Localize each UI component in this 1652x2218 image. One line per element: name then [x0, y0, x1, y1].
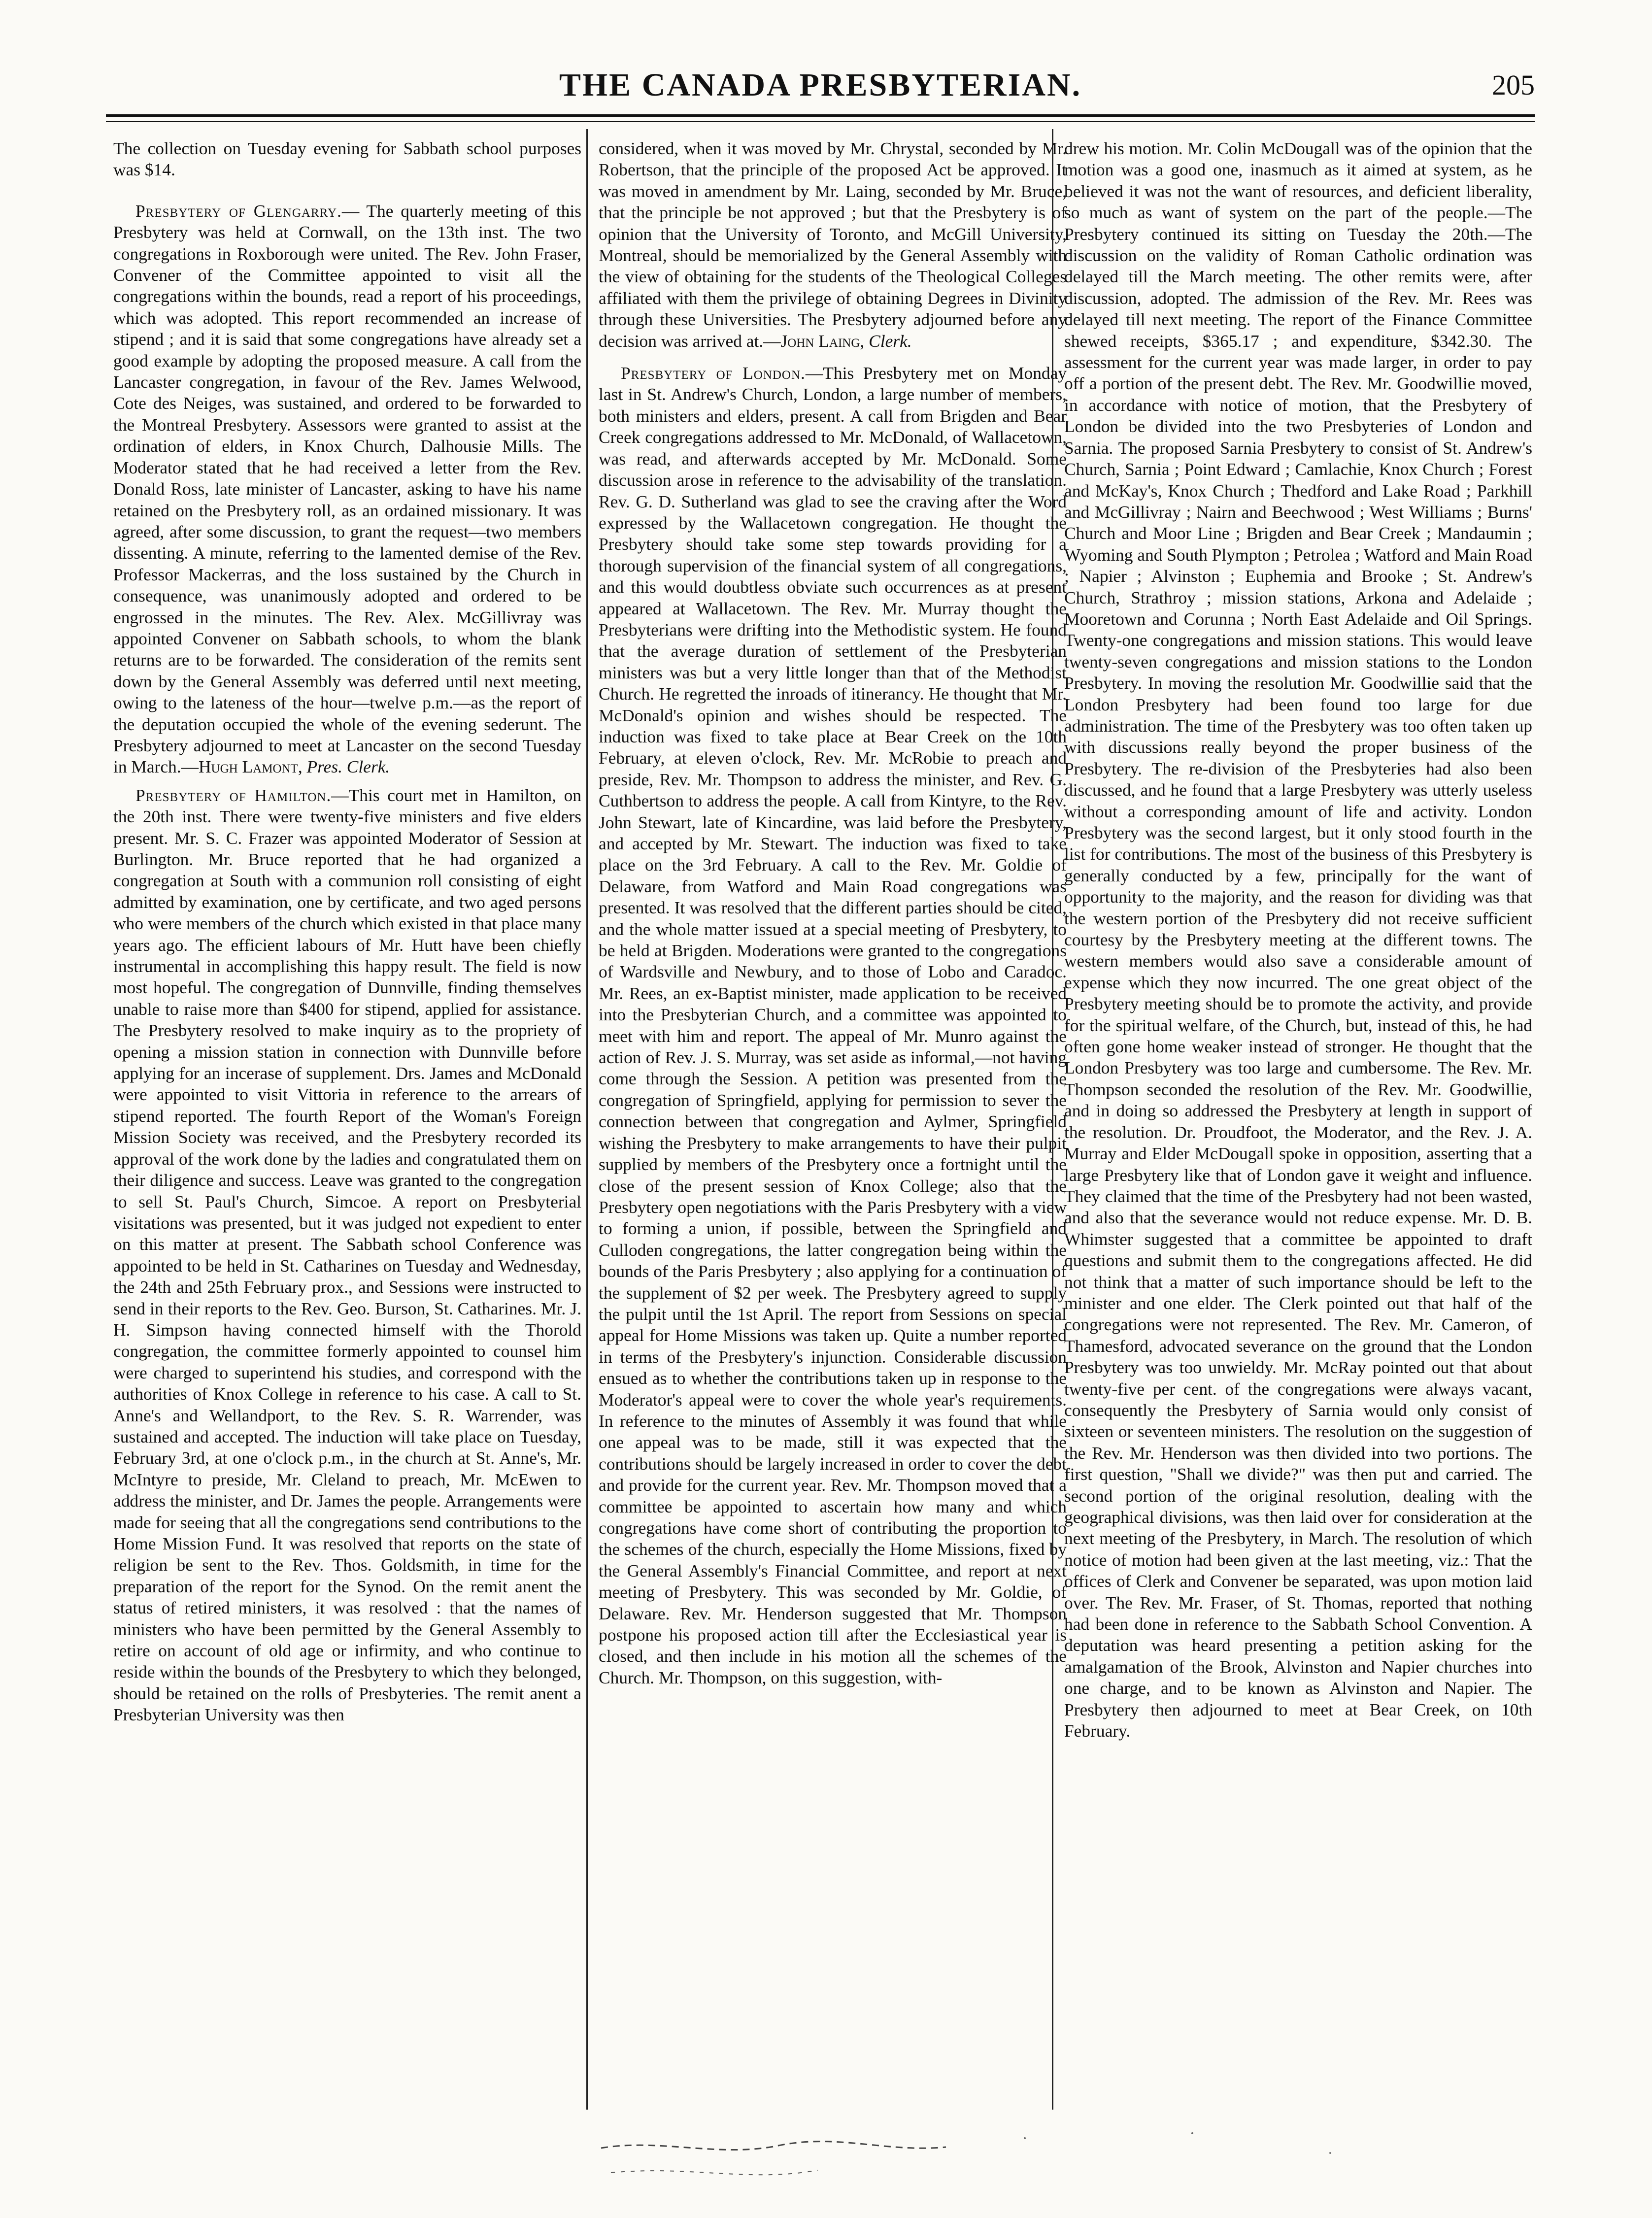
paragraph: [1064, 138, 1532, 1742]
column-2: [599, 138, 1067, 2109]
paragraph-text: — The quarterly meeting of this Presbytery was held at Cornwall, on the 13th inst. The two congregations in Roxborough were united. The Rev. John Fraser, Convener of the Committee appointed to visit all the congregations within the bounds, read a report of his proceedings, which was adopted. This report recommended an increase of stipend ; and it is said that some congregations have already set a good example by adopting the proposed measure. A call from the Lancaster congregation, in favour of the Rev. James Welwood, Cote des Neiges, was sustained, and ordered to be forwarded to the Montreal Presbytery. Assessors were granted to assist at the ordination of elders, in Knox Church, Dalhousie Mills. The Moderator stated that he had received a letter from the Rev. Donald Ross, late minister of Lancaster, asking to have his name retained on the Presbytery roll, as an ordained missionary. It was agreed, after some discussion, to grant the request—two members dissenting. A minute, referring to the lamented demise of the Rev. Professor Mackerras, and the loss sustained by the Church in consequence, was unanimously adopted and ordered to be engrossed in the minutes. The Rev. Alex. McGillivray was appointed Convener on Sabbath schools, to whom the blank returns are to be forwarded. The consideration of the remits sent down by the General Assembly was deferred until next meeting, owing to the lateness of the hour—twelve p.m.—as the report of the deputation occupied the whole of the evening sederunt. The Presbytery adjourned to meet at Lancaster on the second Tuesday in March.—: [113, 201, 581, 777]
signature: Hugh Lamont,: [198, 757, 303, 777]
section-head: Presbytery of Glengarry.: [135, 201, 342, 221]
paragraph-text: drew his motion. Mr. Colin McDougall was of the opinion that the motion was a good one, inasmuch as it aimed at system, as he believed it was not the want of resources, and deficient liberality, so much as want of system on the part of the people.—The Presbytery continued its sitting on Tuesday the 20th.—The discussion on the validity of Roman Catholic ordination was delayed till the March meeting. The other remits were, after discussion, adopted. The admission of the Rev. Mr. Rees was delayed till next meeting. The report of the Finance Committee shewed receipts, $365.17 ; and expenditure, $342.30. The assessment for the current year was made larger, in order to pay off a portion of the present debt. The Rev. Mr. Goodwillie moved, in accordance with notice of motion, that the Presbytery of London be divided into the two Presbyteries of London and Sarnia. The proposed Sarnia Presbytery to consist of St. Andrew's Church, Sarnia ; Point Edward ; Camlachie, Knox Church ; Forest and McKay's, Knox Church ; Thedford and Lake Road ; Parkhill and McGillivray ; Nairn and Beechwood ; West Williams ; Burns' Church and Moor Line ; Brigden and Bear Creek ; Mandaumin ; Wyoming and South Plympton ; Petrolea ; Watford and Main Road ; Napier ; Alvinston ; Euphemia and Brooke ; St. Andrew's Church, Strathroy ; mission stations, Arkona and Adelaide ; Mooretown and Corunna ; North East Adelaide and Oil Springs. Twenty-one congregations and mission stations. This would leave twenty-seven congregations and mission stations to the London Presbytery. In moving the resolution Mr. Goodwillie said that the London Presbytery had been found too large for due administration. The time of the Presbytery was too often taken up with discussions really beyond the proper business of the Presbytery. The re-division of the Presbyteries had also been discussed, and he found that a large Presbytery was utterly useless without a corresponding amount of life and activity. London Presbytery was the second largest, but it only stood fourth in the list for contributions. The most of the business of this Presbytery is generally conducted by a few, principally for the want of opportunity to the majority, and the reason for dividing was that the western portion of the Presbytery did not receive sufficient courtesy by the Presbytery meeting at the different towns. The western members would also save a considerable amount of expense which they now incurred. The one great object of the Presbytery meeting should be to promote the activity, and provide for the spiritual welfare, of the Church, but, instead of this, he had often gone home weaker instead of stronger. He thought that the London Presbytery was too large and cumbersome. The Rev. Mr. Thompson seconded the resolution of the Rev. Mr. Goodwillie, and in doing so addressed the Presbytery at length in support of the resolution. Dr. Proudfoot, the Moderator, and the Rev. J. A. Murray and Elder McDougall spoke in opposition, asserting that a large Presbytery like that of London gave it weight and influence. They claimed that the time of the Presbytery had not been wasted, and also that the severance would not reduce expense. Mr. D. B. Whimster suggested that a committee be appointed to draft questions and submit them to the congregations affected. He did not think that a matter of such importance should be left to the minister and one elder. The Clerk pointed out that half of the congregations were not represented. The Rev. Mr. Cameron, of Thamesford, advocated severance on the ground that the London Presbytery was too unwieldy. Mr. McRay pointed out that about twenty-five per cent. of the congregations were always vacant, consequently the Presbytery of Sarnia would only consist of sixteen or seventeen ministers. The resolution on the suggestion of the Rev. Mr. Henderson was then divided into two portions. The first question, "Shall we divide?" was then put and carried. The second portion of the original resolution, dealing with the geographical divisions, was then laid over for consideration at the next meeting of the Presbytery, in March. The resolution of which notice of motion had been given at the last meeting, viz.: That the offices of Clerk and Convener be separated, was upon motion laid over. The Rev. Mr. Fraser, of St. Thomas, reported that nothing had been done in reference to the Sabbath School Convention. A deputation was heard presenting a petition asking for the amalgamation of the Brook, Alvinston and Napier churches into one charge, and to be known as Alvinston and Napier. The Presbytery then adjourned to meet at Bear Creek, on 10th February.: [1064, 138, 1532, 1741]
header-rule-thick: [106, 114, 1535, 117]
signature-title: Clerk.: [869, 331, 912, 351]
paragraph-presbytery-london: [599, 363, 1067, 1688]
paragraph-text: —This court met in Hamilton, on the 20th inst. There were twenty-five ministers and five elders present. Mr. S. C. Frazer was appointed Moderator of Session at Burlington. Mr. Bruce reported that he had organized a congregation at South with a communion roll consisting of eight admitted by examination, one by certificate, and two aged persons who were members of the church which existed in that place many years ago. The efficient labours of Mr. Hutt have been chiefly instrumental in accomplishing this happy result. The field is now most hopeful. The congregation of Dunnville, finding themselves unable to raise more than $400 for stipend, applied for assistance. The Presbytery resolved to make inquiry as to the propriety of opening a mission station in connection with Dunnville before applying for an incerase of supplement. Drs. James and McDonald were appointed to visit Vittoria in reference to the arrears of stipend reported. The fourth Report of the Woman's Foreign Mission Society was received, and the Presbytery recorded its approval of the work done by the ladies and congratulated them on their diligence and success. Leave was granted to the congregation to sell St. Paul's Church, Simcoe. A report on Presbyterial visitations was presented, but it was judged not expedient to enter on this matter at present. The Sabbath school Conference was appointed to be held in St. Catharines on Tuesday and Wednesday, the 24th and 25th February prox., and Sessions were instructed to send in their reports to the Rev. Geo. Burson, St. Catharines. Mr. J. H. Simpson having connected himself with the Thorold congregation, the committee formerly appointed to counsel him were charged to superintend his studies, and correspond with the authorities of Knox College in reference to his case. A call to St. Anne's and Wellandport, to the Rev. S. R. Warrender, was sustained and accepted. The induction will take place on Tuesday, February 3rd, at one o'clock p.m., in the church at St. Anne's, Mr. McIntyre to preside, Mr. Cleland to preach, Mr. McEwen to address the minister, and Dr. James the people. Arrangements were made for seeing that all the congregations send contributions to the Home Mission Fund. It was resolved that reports on the state of religion be sent to the Rev. Thos. Goldsmith, in time for the preparation of the report for the Synod. On the remit anent the status of retired ministers, it was resolved : that the names of ministers who have been permitted by the General Assembly to retire on account of old age or infirmity, and who continue to reside within the bounds of the Presbytery to which they belonged, should be retained on the rolls of Presbyteries. The remit anent a Presbyterian University was then: [113, 785, 581, 1725]
paragraph: [599, 138, 1067, 352]
paragraph: [113, 138, 581, 181]
column-3: [1064, 138, 1532, 2109]
paragraph-presbytery-hamilton: [113, 785, 581, 1726]
page-number: 205: [1492, 69, 1535, 101]
paragraph-text: considered, when it was moved by Mr. Chrystal, seconded by Mr. Robertson, that the principle of the proposed Act be approved. It was moved in amendment by Mr. Laing, seconded by Mr. Bruce, that the principle be not approved ; but that the Presbytery is of opinion that the University of Toronto, and McGill University, Montreal, should be memorialized by the General Assembly with the view of obtaining for the students of the Theological Colleges affiliated with them the privilege of obtaining Degrees in Divinity through these Universities. The Presbytery adjourned before any decision was arrived at.—: [599, 138, 1067, 351]
paragraph-text: The collection on Tuesday evening for Sabbath school purposes was $14.: [113, 138, 581, 180]
signature-title: Pres. Clerk.: [306, 757, 390, 777]
print-specks: [542, 2118, 1478, 2197]
column-divider-1: [586, 129, 588, 2110]
header-rule-thin: [106, 121, 1535, 122]
publication-title: THE CANADA PRESBYTERIAN.: [559, 67, 1082, 103]
paragraph-text: —This Presbytery met on Monday last in St. Andrew's Church, London, a large number of members, both ministers and elders, present. A call from Brigden and Bear Creek congregations addressed to Mr. McDonald, of Wallacetown, was read, and afterwards accepted by Mr. McDonald. Some discussion arose in reference to the advisability of the translation. Rev. G. D. Sutherland was glad to see the craving after the Word expressed by the Wallacetown congregation. He thought the Presbytery should take some step towards providing for a thorough supervision of the financial system of all congregations, and this would doubtless obviate such occurrences as at present appeared at Wallacetown. The Rev. Mr. Murray thought the Presbyterians were drifting into the Methodistic system. He found that the average duration of settlement of the Presbyterian ministers was but a very little longer than that of the Methodist Church. He regretted the inroads of itinerancy. He thought that Mr. McDonald's opinion and wishes should be respected. The induction was fixed to take place at Bear Creek on the 10th February, at eleven o'clock, Rev. Mr. McRobie to preach and preside, Rev. Mr. Thompson to address the minister, and Rev. G. Cuthbertson to address the people. A call from Kintyre, to the Rev. John Stewart, late of Kincardine, was laid before the Presbytery, and accepted by Mr. Stewart. The induction was fixed to take place on the 3rd February. A call to the Rev. Mr. Goldie of Delaware, from Watford and Main Road congregations was presented. It was resolved that the different parties should be cited, and the whole matter issued at a special meeting of Presbytery, to be held at Brigden. Moderations were granted to the congregations of Wardsville and Newbury, and to those of Lobo and Caradoc. Mr. Rees, an ex-Baptist minister, made application to be received into the Presbyterian Church, and a committee was appointed to meet with him and report. The appeal of Mr. Munro against the action of Rev. J. S. Murray, was set aside as informal,—not having come through the Session. A petition was presented from the congregation of Springfield, applying for permission to sever the connection between that congregation and Aylmer, Springfield wishing the Presbytery to make arrangements to have their pulpit supplied by members of the Presbytery once a fortnight until the close of the present session of Knox College; also that the Presbytery open negotiations with the Paris Presbytery with a view to forming a union, if possible, between the Springfield and Culloden congregations, the latter congregation being within the bounds of the Paris Presbytery ; also applying for a continuation of the supplement of $2 per week. The Presbytery agreed to supply the pulpit until the 1st April. The report from Sessions on special appeal for Home Missions was taken up. Quite a number reported in terms of the Presbytery's injunction. Considerable discussion ensued as to whether the contributions taken up in response to the Moderator's appeal were to cover the whole year's requirements. In reference to the minutes of Assembly it was found that while one appeal was to be made, still it was expected that the contributions should be largely increased in order to cover the debt and provide for the current year. Rev. Mr. Thompson moved that a committee be appointed to ascertain how many and which congregations have come short of contributing the proportion to the schemes of the church, especially the Home Missions, fixed by the General Assembly's Financial Committee, and report at next meeting of Presbytery. This was seconded by Mr. Goldie, of Delaware. Rev. Mr. Henderson suggested that Mr. Thompson postpone his proposed action till after the Ecclesiastical year is closed, and then include in his motion all the schemes of the Church. Mr. Thompson, on this suggestion, with-: [599, 363, 1067, 1687]
section-head: Presbytery of London.: [621, 363, 806, 383]
page-header: [106, 67, 1535, 106]
paragraph-presbytery-glengarry: [113, 201, 581, 778]
column-1: [113, 138, 581, 2109]
section-head: Presbytery of Hamilton.: [135, 785, 332, 805]
signature: John Laing,: [780, 331, 865, 351]
